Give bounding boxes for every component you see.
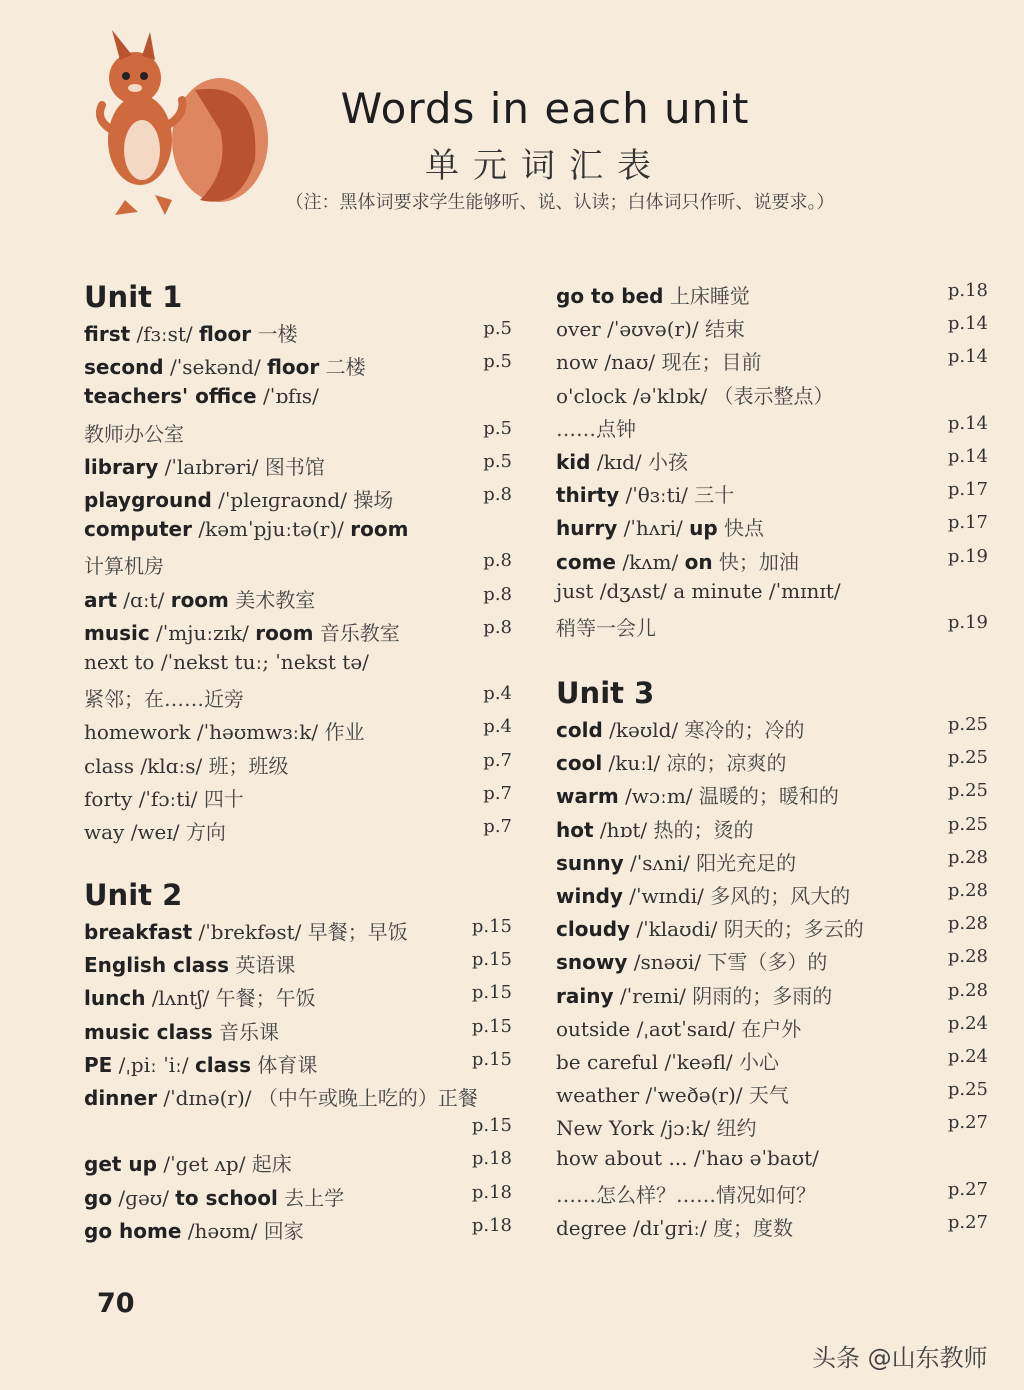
vocab-phonetic: forty /ˈfɔːti/ <box>84 786 204 811</box>
vocab-meaning: 阳光充足的 <box>696 850 797 875</box>
vocab-line <box>84 484 524 517</box>
vocab-word: go home <box>84 1218 182 1243</box>
vocab-line <box>556 1046 988 1079</box>
vocab-word: breakfast <box>84 920 193 944</box>
vocab-meaning: 上床睡觉 <box>669 284 750 308</box>
vocab-line <box>84 1148 524 1181</box>
vocab-meaning: 作业 <box>324 720 365 745</box>
vocab-page-ref: p.14 <box>947 446 988 467</box>
vocab-word: thirty <box>556 483 620 508</box>
vocab-line <box>556 1013 988 1046</box>
vocab-meaning: 天气 <box>748 1083 789 1108</box>
vocab-meaning: 结束 <box>704 317 745 342</box>
vocab-line <box>84 650 524 683</box>
vocab-phonetic: /ˈreɪni/ <box>613 983 693 1008</box>
unit-1-heading: Unit 1 <box>84 280 183 314</box>
vocab-page-ref: p.14 <box>947 412 988 434</box>
vocab-word: first <box>84 322 131 346</box>
vocab-word: lunch <box>84 986 146 1011</box>
vocab-word: dinner <box>84 1086 158 1110</box>
vocab-page-ref: p.17 <box>947 512 988 534</box>
vocab-page-ref: p.8 <box>483 583 512 605</box>
vocab-page-ref: p.25 <box>947 780 988 802</box>
vocab-phonetic: /snəʊi/ <box>627 950 708 975</box>
vocab-word: English class <box>84 953 230 978</box>
vocab-meaning: 多风的；风大的 <box>710 884 851 908</box>
vocab-word: get up <box>84 1152 157 1177</box>
vocab-word: cool <box>556 751 603 776</box>
vocab-meaning: 纽约 <box>716 1116 757 1141</box>
page-subtitle: 单元词汇表 <box>425 146 665 186</box>
vocab-page-ref: p.18 <box>471 1181 512 1203</box>
vocab-page-ref: p.27 <box>947 1212 988 1233</box>
vocab-word: windy <box>556 884 623 908</box>
vocab-phonetic: /ˈsekənd/ <box>163 355 268 380</box>
vocab-phonetic: homework /ˈhəʊmwɜːk/ <box>84 720 325 745</box>
vocab-phonetic: /ˈmjuːzɪk/ <box>149 620 256 645</box>
vocab-line <box>556 880 988 913</box>
vocab-meaning: 图书馆 <box>264 454 325 479</box>
vocab-line <box>556 714 988 747</box>
vocab-line <box>556 313 988 346</box>
vocab-meaning: 早餐；早饭 <box>307 920 408 944</box>
vocab-line <box>84 1016 524 1049</box>
vocab-line <box>84 683 524 716</box>
vocab-page-ref: p.5 <box>483 450 512 472</box>
vocab-meaning: 方向 <box>185 820 226 844</box>
vocab-phonetic: /kʌm/ <box>616 549 685 574</box>
vocab-line <box>84 418 524 451</box>
vocab-phonetic: /ɑːt/ <box>116 587 171 612</box>
vocab-meaning: 操场 <box>353 488 394 512</box>
vocab-page-ref: p.7 <box>483 782 512 804</box>
vocab-meaning: ……点钟 <box>556 416 636 441</box>
vocab-page-ref: p.7 <box>483 816 512 837</box>
vocab-word: come <box>556 549 616 574</box>
vocab-word: computer <box>84 517 192 542</box>
vocab-line <box>556 1179 988 1212</box>
vocab-line <box>556 346 988 379</box>
vocab-word: hot <box>556 817 594 842</box>
vocab-meaning: 阴天的；多云的 <box>723 917 864 942</box>
vocab-line <box>84 617 524 650</box>
vocab-page-ref: p.28 <box>947 913 988 935</box>
vocab-line <box>84 816 524 849</box>
vocab-word: playground <box>84 488 212 512</box>
vocab-word: PE <box>84 1052 113 1077</box>
vocab-phonetic: /lʌntʃ/ <box>145 986 216 1011</box>
vocab-meaning: 二楼 <box>319 355 366 380</box>
vocab-line <box>84 318 524 351</box>
vocab-page-ref: p.25 <box>947 747 988 769</box>
vocab-phonetic: how about ... /ˈhaʊ əˈbaʊt/ <box>556 1145 819 1170</box>
vocab-line <box>556 1112 988 1145</box>
vocab-page-ref: p.25 <box>947 714 988 735</box>
vocab-phonetic: be careful /ˈkeəfl/ <box>556 1050 740 1074</box>
vocab-word: kid <box>556 450 591 474</box>
vocab-phonetic: /ˈɒfɪs/ <box>256 384 319 409</box>
vocab-word-extra: floor <box>267 355 320 380</box>
vocab-word-extra: up <box>689 516 718 541</box>
vocab-phonetic: /kəmˈpjuːtə(r)/ <box>191 517 351 542</box>
vocab-page-ref: p.27 <box>947 1112 988 1134</box>
vocab-page-ref: p.17 <box>947 479 988 501</box>
vocab-line <box>84 949 524 982</box>
vocab-line <box>84 550 524 583</box>
vocab-phonetic: /ˌpiː ˈiː/ <box>112 1052 195 1077</box>
vocab-word: library <box>84 454 159 479</box>
vocab-page-ref: p.28 <box>947 946 988 968</box>
page-title: Words in each unit <box>340 84 750 133</box>
vocab-meaning: 快点 <box>717 516 764 541</box>
vocab-line <box>556 512 988 545</box>
vocab-page-ref: p.19 <box>947 612 988 633</box>
vocab-line <box>84 750 524 783</box>
vocab-phonetic: /ˈlaɪbrəri/ <box>158 454 265 479</box>
vocab-meaning: 体育课 <box>250 1052 318 1077</box>
vocab-line <box>84 517 524 550</box>
vocab-meaning: 小心 <box>739 1050 780 1074</box>
vocab-page-ref: p.25 <box>947 1079 988 1101</box>
vocab-phonetic: /ˈpleɪɡraʊnd/ <box>211 488 354 512</box>
vocab-meaning: 音乐教室 <box>313 620 400 645</box>
vocab-word: music <box>84 620 150 645</box>
vocab-phonetic: /kuːl/ <box>602 751 667 776</box>
vocab-page-ref: p.24 <box>947 1046 988 1067</box>
vocab-word: rainy <box>556 983 614 1008</box>
vocab-page-ref: p.25 <box>947 813 988 835</box>
vocab-word: cloudy <box>556 917 631 942</box>
vocab-meaning: 计算机房 <box>84 554 164 579</box>
vocab-line <box>84 1049 524 1082</box>
vocab-line <box>556 280 988 313</box>
vocab-meaning: 现在；目前 <box>661 350 762 375</box>
vocab-meaning: 音乐课 <box>219 1019 280 1044</box>
vocab-meaning: 去上学 <box>277 1185 345 1210</box>
vocab-page-ref: p.4 <box>483 716 512 738</box>
vocab-phonetic: over /ˈəʊvə(r)/ <box>556 317 705 342</box>
unit-3-heading: Unit 3 <box>556 676 655 710</box>
vocab-page-ref: p.28 <box>947 979 988 1001</box>
vocab-line <box>84 451 524 484</box>
vocab-word-extra: room <box>255 620 314 645</box>
vocab-meaning: 班；班级 <box>208 753 289 778</box>
vocab-meaning: 教师办公室 <box>84 421 184 446</box>
vocab-line <box>556 380 988 413</box>
vocab-meaning: 三十 <box>694 483 735 508</box>
vocab-phonetic: /ˈklaʊdi/ <box>630 917 724 942</box>
vocab-page-ref: p.24 <box>947 1012 988 1034</box>
vocab-page-ref: p.5 <box>483 417 512 439</box>
vocab-phonetic: /ˈsʌni/ <box>623 850 697 875</box>
vocab-page-ref: p.4 <box>483 683 512 705</box>
vocab-phonetic: just /dʒʌst/ a minute /ˈmɪnɪt/ <box>556 578 841 603</box>
vocab-meaning: 热的；烫的 <box>653 817 754 842</box>
vocab-word-extra: to school <box>175 1185 278 1210</box>
watermark: 头条 @山东教师 <box>812 1344 988 1372</box>
vocab-word: hurry <box>556 516 618 541</box>
vocab-line <box>556 1146 988 1179</box>
vocab-phonetic: /həʊm/ <box>181 1218 264 1243</box>
vocab-phonetic: degree /dɪˈɡriː/ <box>556 1216 714 1240</box>
vocab-word: snowy <box>556 950 628 975</box>
vocab-meaning: 四十 <box>203 786 244 811</box>
vocab-page-ref: p.18 <box>471 1148 512 1170</box>
vocab-meaning: ……怎么样？……情况如何？ <box>556 1182 816 1207</box>
vocab-page-ref: p.15 <box>471 916 512 937</box>
vocab-meaning: 温暖的；暖和的 <box>698 784 839 809</box>
vocab-word: warm <box>556 784 619 809</box>
vocab-page-ref: p.14 <box>947 313 988 335</box>
vocab-page-ref: p.7 <box>483 749 512 771</box>
vocab-page-ref: p.15 <box>471 1115 512 1137</box>
vocab-line <box>556 612 988 645</box>
vocab-meaning: 稍等一会儿 <box>556 616 656 640</box>
vocab-line <box>556 446 988 479</box>
vocab-page-ref: p.15 <box>471 949 512 971</box>
vocab-line <box>84 916 524 949</box>
vocab-phonetic: class /klɑːs/ <box>84 753 209 778</box>
vocab-meaning: 美术教室 <box>228 587 316 612</box>
vocab-phonetic: /fɜːst/ <box>130 322 199 346</box>
vocab-word: go <box>84 1185 113 1210</box>
vocab-meaning: 度；度数 <box>713 1216 794 1240</box>
vocab-page-ref: p.8 <box>483 616 512 638</box>
vocab-line <box>84 584 524 617</box>
page-number: 70 <box>97 1288 135 1319</box>
vocab-meaning: 午餐；午饭 <box>215 986 316 1011</box>
vocab-page-ref: p.15 <box>471 982 512 1004</box>
vocab-phonetic: /ˈhʌri/ <box>617 516 690 541</box>
vocab-meaning: （中午或晚上吃的）正餐 <box>257 1086 478 1110</box>
vocab-word: go to bed <box>556 284 664 308</box>
vocab-phonetic: /ˈwɪndi/ <box>622 884 711 908</box>
vocab-page-ref: p.15 <box>471 1015 512 1037</box>
vocab-meaning: 英语课 <box>235 953 296 978</box>
unit-2-heading: Unit 2 <box>84 878 183 912</box>
vocab-line <box>556 814 988 847</box>
vocab-line <box>84 716 524 749</box>
vocab-meaning: 凉的；凉爽的 <box>666 751 787 776</box>
vocab-line <box>84 1082 524 1115</box>
vocab-page-ref: p.5 <box>483 351 512 373</box>
vocab-meaning: 回家 <box>263 1218 304 1243</box>
vocab-meaning: 寒冷的；冷的 <box>684 718 805 742</box>
vocab-line <box>556 1079 988 1112</box>
vocab-meaning: 在户外 <box>741 1016 802 1041</box>
vocab-line <box>84 982 524 1015</box>
vocab-page-ref: p.18 <box>947 280 988 301</box>
vocab-meaning: 快；加油 <box>712 549 799 574</box>
vocab-line <box>84 1115 524 1148</box>
vocab-line <box>556 980 988 1013</box>
vocab-line <box>556 780 988 813</box>
vocab-phonetic: /ˈbrekfəst/ <box>192 920 308 944</box>
vocab-line <box>556 546 988 579</box>
vocab-phonetic: /hɒt/ <box>593 817 654 842</box>
vocab-word-extra: room <box>350 517 409 542</box>
vocab-line <box>556 579 988 612</box>
vocab-word: second <box>84 355 164 380</box>
vocab-word: art <box>84 587 117 612</box>
vocab-line <box>84 384 524 417</box>
vocab-page-ref: p.8 <box>483 484 512 505</box>
vocab-word: cold <box>556 718 603 742</box>
vocab-meaning: 一楼 <box>251 322 298 346</box>
vocab-word: teachers' office <box>84 384 257 409</box>
vocab-phonetic: now /naʊ/ <box>556 350 662 375</box>
vocab-line <box>556 913 988 946</box>
vocab-word-extra: class <box>194 1052 251 1077</box>
vocab-page-ref: p.15 <box>471 1048 512 1070</box>
vocab-page-ref: p.19 <box>947 545 988 567</box>
vocab-page-ref: p.28 <box>947 880 988 901</box>
vocab-word: music class <box>84 1019 213 1044</box>
vocab-line <box>84 783 524 816</box>
vocab-line <box>556 1212 988 1245</box>
vocab-page-ref: p.18 <box>471 1214 512 1236</box>
vocab-phonetic: way /weɪ/ <box>84 820 186 844</box>
vocab-phonetic: /ˈdɪnə(r)/ <box>157 1086 258 1110</box>
vocab-phonetic: weather /ˈweðə(r)/ <box>556 1083 749 1108</box>
vocab-phonetic: outside /ˌaʊtˈsaɪd/ <box>556 1016 742 1041</box>
vocab-phonetic: o'clock /əˈklɒk/ <box>556 383 714 408</box>
vocab-phonetic: /kɪd/ <box>590 450 648 474</box>
vocab-line <box>84 1182 524 1215</box>
vocab-meaning: 小孩 <box>648 450 688 474</box>
vocab-page-ref: p.8 <box>483 550 512 572</box>
vocab-meaning: 起床 <box>251 1152 292 1177</box>
vocab-word: sunny <box>556 850 624 875</box>
vocab-word-extra: floor <box>198 322 252 346</box>
vocab-word-extra: on <box>684 549 713 574</box>
vocab-phonetic: next to /ˈnekst tuː; ˈnekst tə/ <box>84 650 369 674</box>
usage-note: （注：黑体词要求学生能够听、说、认读；白体词只作听、说要求。） <box>285 192 835 213</box>
vocab-line <box>556 847 988 880</box>
vocab-phonetic: /ˈθɜːti/ <box>619 483 695 508</box>
vocab-phonetic: New York /jɔːk/ <box>556 1116 717 1141</box>
vocab-page-ref: p.5 <box>483 318 512 339</box>
vocab-line <box>556 413 988 446</box>
vocab-phonetic: /ˈget ʌp/ <box>156 1152 252 1177</box>
vocab-meaning: 下雪（多）的 <box>707 950 828 975</box>
vocab-phonetic: /kəʊld/ <box>602 718 685 742</box>
vocab-word-extra: room <box>170 587 229 612</box>
vocab-phonetic: /wɔːm/ <box>618 784 699 809</box>
vocab-page-ref: p.27 <box>947 1178 988 1200</box>
vocab-page-ref: p.28 <box>947 846 988 868</box>
vocab-meaning: 阴雨的；多雨的 <box>692 983 833 1008</box>
vocab-page-ref: p.14 <box>947 346 988 368</box>
vocab-line <box>556 946 988 979</box>
vocab-line <box>84 351 524 384</box>
vocab-line <box>556 479 988 512</box>
vocab-meaning: （表示整点） <box>713 383 834 408</box>
vocab-meaning: 紧邻；在……近旁 <box>84 687 244 712</box>
vocab-phonetic: /ɡəʊ/ <box>112 1185 176 1210</box>
vocab-line <box>84 1215 524 1248</box>
vocab-line <box>556 747 988 780</box>
